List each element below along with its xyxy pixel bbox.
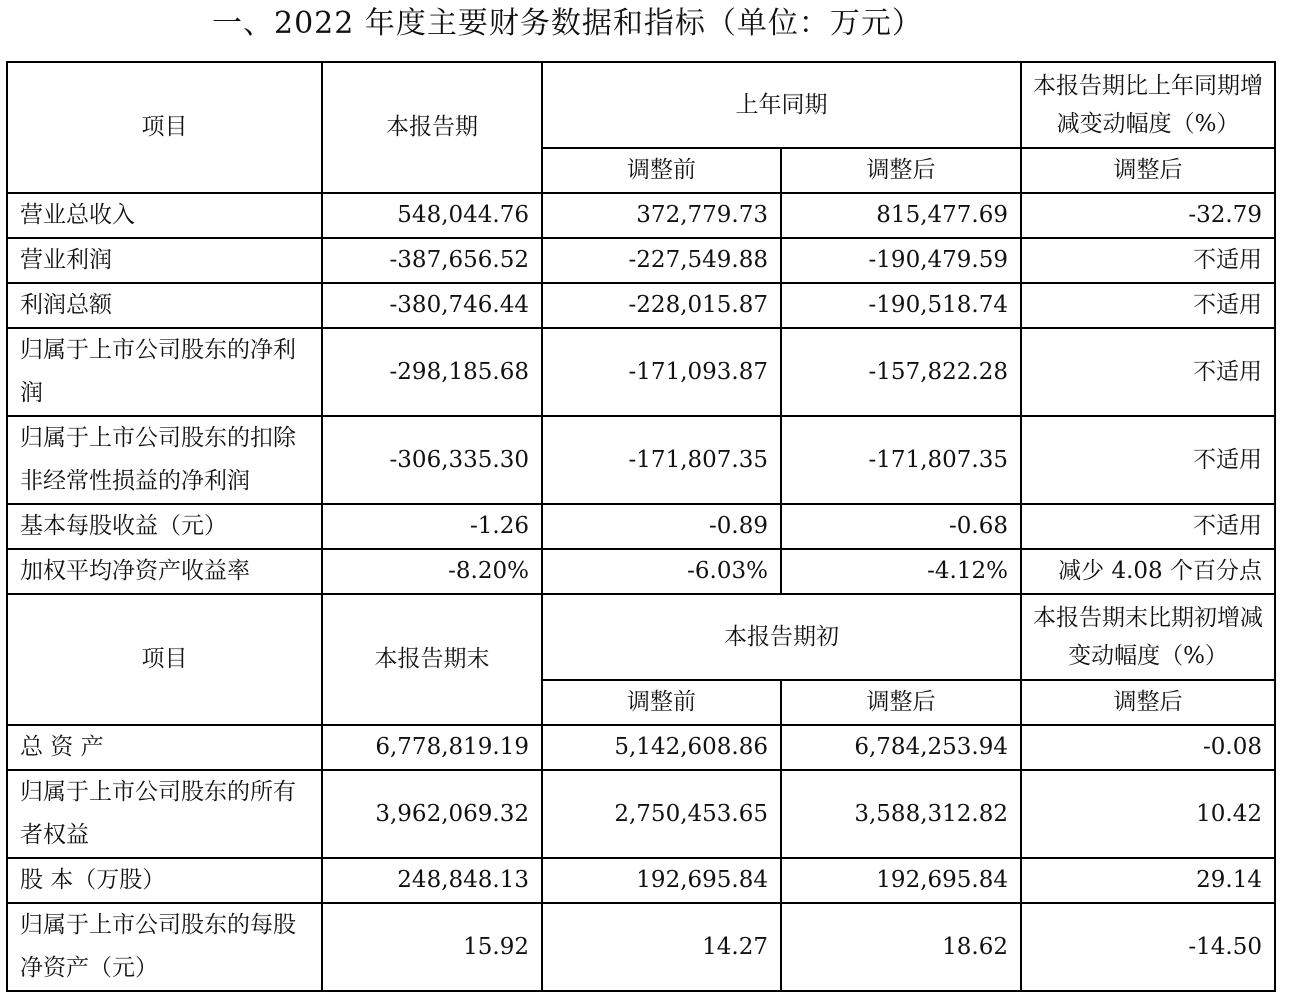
header-period-start: 本报告期初 [542,594,1021,680]
cell-before: 14.27 [542,903,781,991]
table-row [7,725,1275,770]
cell-change: 不适用 [1021,238,1275,283]
header-change-after-adjustment: 调整后 [1021,680,1275,725]
table-row [7,238,1275,283]
section1-header-row [7,62,1275,148]
row-label: 营业利润 [7,238,322,283]
table-row [7,328,1275,416]
table-row [7,770,1275,858]
row-label: 总 资 产 [7,725,322,770]
header-change-rate: 本报告期比上年同期增减变动幅度（%） [1021,62,1275,148]
cell-after: 815,477.69 [781,193,1021,238]
cell-current: -387,656.52 [322,238,542,283]
header-before-adjustment: 调整前 [542,148,781,193]
row-label: 利润总额 [7,283,322,328]
cell-after: -4.12% [781,549,1021,594]
cell-change: 减少 4.08 个百分点 [1021,549,1275,594]
cell-change: 29.14 [1021,858,1275,903]
cell-change: 不适用 [1021,416,1275,504]
cell-current: 3,962,069.32 [322,770,542,858]
table-row [7,193,1275,238]
cell-current: -8.20% [322,549,542,594]
header-period-end: 本报告期末 [322,594,542,725]
header-after-adjustment: 调整后 [781,680,1021,725]
cell-before: -171,807.35 [542,416,781,504]
row-label: 加权平均净资产收益率 [7,549,322,594]
table-row [7,416,1275,504]
cell-after: -157,822.28 [781,328,1021,416]
cell-before: 192,695.84 [542,858,781,903]
cell-change: 不适用 [1021,504,1275,549]
header-before-adjustment: 调整前 [542,680,781,725]
row-label: 基本每股收益（元） [7,504,322,549]
row-label: 股 本（万股） [7,858,322,903]
section2-header-row [7,594,1275,680]
cell-current: 6,778,819.19 [322,725,542,770]
row-label: 归属于上市公司股东的扣除非经常性损益的净利润 [7,416,322,504]
cell-after: -0.68 [781,504,1021,549]
cell-before: 372,779.73 [542,193,781,238]
cell-current: 248,848.13 [322,858,542,903]
cell-change: -0.08 [1021,725,1275,770]
header-change-rate: 本报告期末比期初增减变动幅度（%） [1021,594,1275,680]
cell-change: 不适用 [1021,283,1275,328]
header-item: 项目 [7,62,322,193]
page-title: 一、2022 年度主要财务数据和指标（单位：万元） [212,6,923,41]
cell-current: -380,746.44 [322,283,542,328]
cell-current: -306,335.30 [322,416,542,504]
row-label: 归属于上市公司股东的每股净资产（元） [7,903,322,991]
cell-change: -32.79 [1021,193,1275,238]
cell-before: -227,549.88 [542,238,781,283]
cell-after: 192,695.84 [781,858,1021,903]
row-label: 营业总收入 [7,193,322,238]
financial-data-table [6,61,1276,992]
header-item: 项目 [7,594,322,725]
cell-after: 18.62 [781,903,1021,991]
cell-change: -14.50 [1021,903,1275,991]
cell-before: -171,093.87 [542,328,781,416]
header-current-period: 本报告期 [322,62,542,193]
cell-before: -6.03% [542,549,781,594]
table-row [7,283,1275,328]
cell-after: 3,588,312.82 [781,770,1021,858]
row-label: 归属于上市公司股东的所有者权益 [7,770,322,858]
row-label: 归属于上市公司股东的净利润 [7,328,322,416]
cell-before: -228,015.87 [542,283,781,328]
cell-before: -0.89 [542,504,781,549]
cell-after: -190,479.59 [781,238,1021,283]
cell-after: -190,518.74 [781,283,1021,328]
cell-current: -298,185.68 [322,328,542,416]
table-row [7,504,1275,549]
header-prior-period: 上年同期 [542,62,1021,148]
cell-after: -171,807.35 [781,416,1021,504]
header-change-after-adjustment: 调整后 [1021,148,1275,193]
cell-current: -1.26 [322,504,542,549]
cell-before: 2,750,453.65 [542,770,781,858]
table-row [7,858,1275,903]
table-row [7,549,1275,594]
cell-current: 15.92 [322,903,542,991]
header-after-adjustment: 调整后 [781,148,1021,193]
cell-after: 6,784,253.94 [781,725,1021,770]
table-row [7,903,1275,991]
cell-before: 5,142,608.86 [542,725,781,770]
cell-change: 10.42 [1021,770,1275,858]
cell-change: 不适用 [1021,328,1275,416]
cell-current: 548,044.76 [322,193,542,238]
